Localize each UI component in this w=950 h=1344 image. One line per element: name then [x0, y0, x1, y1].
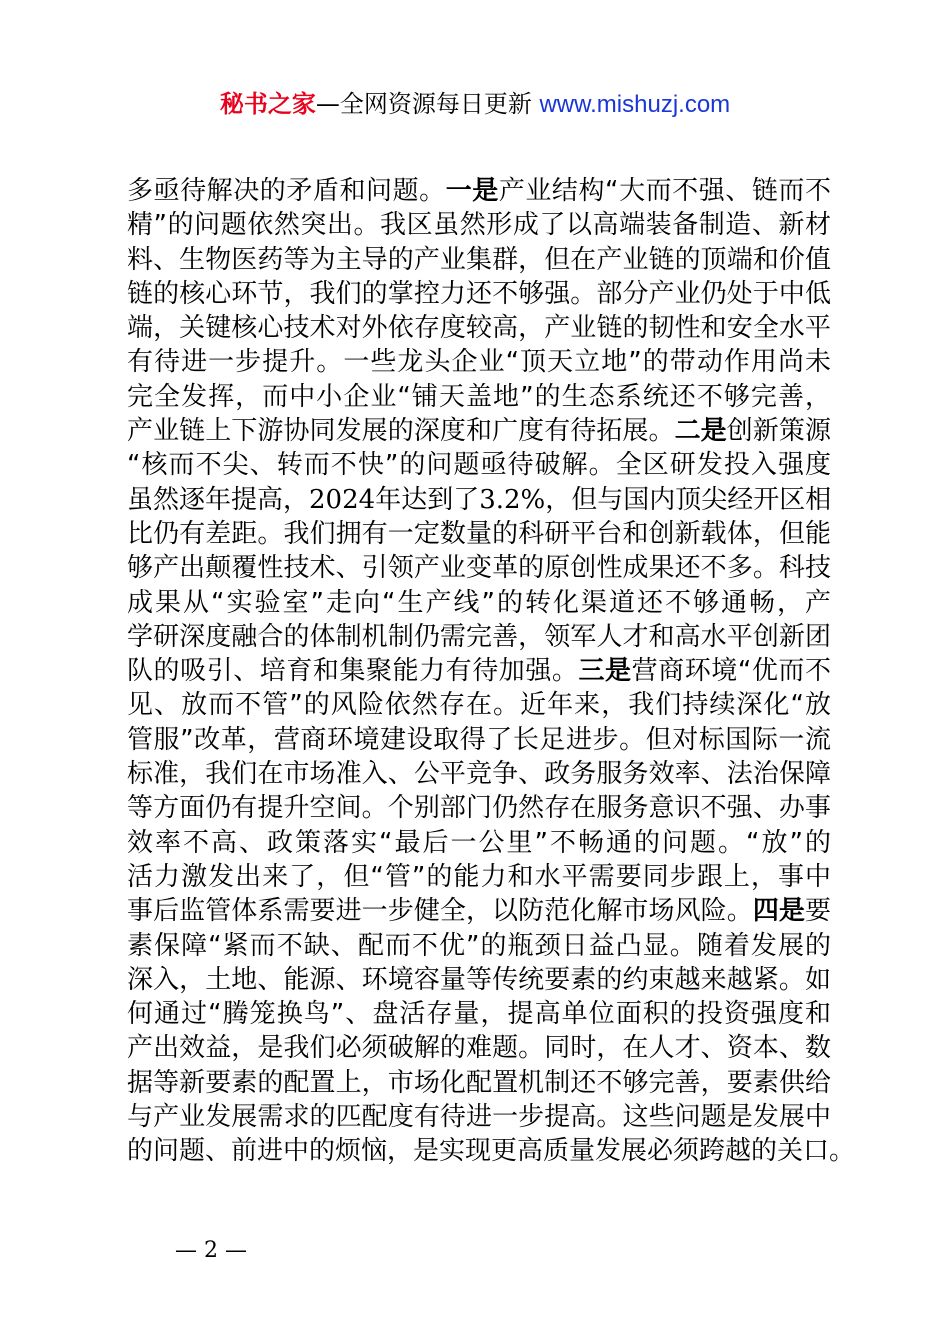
point-marker-four: 四是	[752, 896, 805, 927]
body-line: 效率不高、政策落实“最后一公里”不畅通的问题。“放”的	[127, 827, 831, 858]
body-line: 活力激发出来了，但“管”的能力和水平需要同步跟上，事中	[127, 861, 831, 892]
body-line: 够产出颠覆性技术、引领产业变革的原创性成果还不多。科技	[127, 553, 831, 584]
point-marker-three: 三是	[578, 656, 632, 687]
body-line: 据等新要素的配置上，市场化配置机制还不够完善，要素供给	[127, 1067, 831, 1098]
body-line: 有待进一步提升。一些龙头企业“顶天立地”的带动作用尚未	[127, 347, 831, 378]
body-line: 素保障“紧而不缺、配而不优”的瓶颈日益凸显。随着发展的	[127, 930, 831, 961]
body-line: 多亟待解决的矛盾和问题。一是产业结构“大而不强、链而不	[127, 176, 831, 206]
body-line: “核而不尖、转而不快”的问题亟待破解。全区研发投入强度	[127, 450, 831, 481]
body-line: 产出效益，是我们必须破解的难题。同时，在人才、资本、数	[127, 1033, 831, 1064]
body-line: 的问题、前进中的烦恼，是实现更高质量发展必须跨越的关口。	[127, 1136, 856, 1167]
page-number: — 2 —	[175, 1238, 247, 1263]
body-line: 标准，我们在市场准入、公平竞争、政务服务效率、法治保障	[127, 759, 831, 790]
body-line: 产业链上下游协同发展的深度和广度有待拓展。二是创新策源	[127, 416, 831, 447]
site-url[interactable]: www.mishuzj.com	[539, 91, 731, 118]
body-line: 事后监管体系需要进一步健全，以防范化解市场风险。四是要	[127, 896, 831, 927]
body-line: 端，关键核心技术对外依存度较高，产业链的韧性和安全水平	[127, 313, 831, 344]
site-header	[0, 86, 950, 123]
body-line: 料、生物医药等为主导的产业集群，但在产业链的顶端和价值	[127, 244, 831, 275]
body-line: 精”的问题依然突出。我区虽然形成了以高端装备制造、新材	[127, 210, 831, 241]
body-line: 何通过“腾笼换鸟”、盘活存量，提高单位面积的投资强度和	[127, 999, 831, 1030]
body-line: 见、放而不管”的风险依然存在。近年来，我们持续深化“放	[127, 690, 831, 721]
body-line: 深入，土地、能源、环境容量等传统要素的约束越来越紧。如	[127, 964, 831, 995]
body-line: 队的吸引、培育和集聚能力有待加强。三是营商环境“优而不	[127, 656, 831, 687]
body-line: 虽然逐年提高，2024年达到了3.2%，但与国内顶尖经开区相	[127, 484, 832, 515]
point-marker-two: 二是	[674, 416, 727, 447]
body-line: 成果从“实验室”走向“生产线”的转化渠道还不够通畅，产	[127, 587, 831, 618]
body-line: 链的核心环节，我们的掌控力还不够强。部分产业仍处于中低	[127, 278, 831, 309]
site-slogan: —全网资源每日更新	[315, 90, 540, 118]
body-line: 学研深度融合的体制机制仍需完善，领军人才和高水平创新团	[127, 621, 831, 652]
body-line: 与产业发展需求的匹配度有待进一步提高。这些问题是发展中	[127, 1102, 831, 1133]
document-body	[127, 174, 856, 1169]
body-line: 等方面仍有提升空间。个别部门仍然存在服务意识不强、办事	[127, 793, 831, 824]
body-line: 比仍有差距。我们拥有一定数量的科研平台和创新载体，但能	[127, 518, 831, 549]
point-marker-one: 一是	[445, 176, 499, 206]
body-line: 完全发挥，而中小企业“铺天盖地”的生态系统还不够完善，	[127, 381, 831, 412]
body-line: 管服”改革，营商环境建设取得了长足进步。但对标国际一流	[127, 724, 831, 755]
site-brand: 秘书之家	[219, 90, 316, 118]
